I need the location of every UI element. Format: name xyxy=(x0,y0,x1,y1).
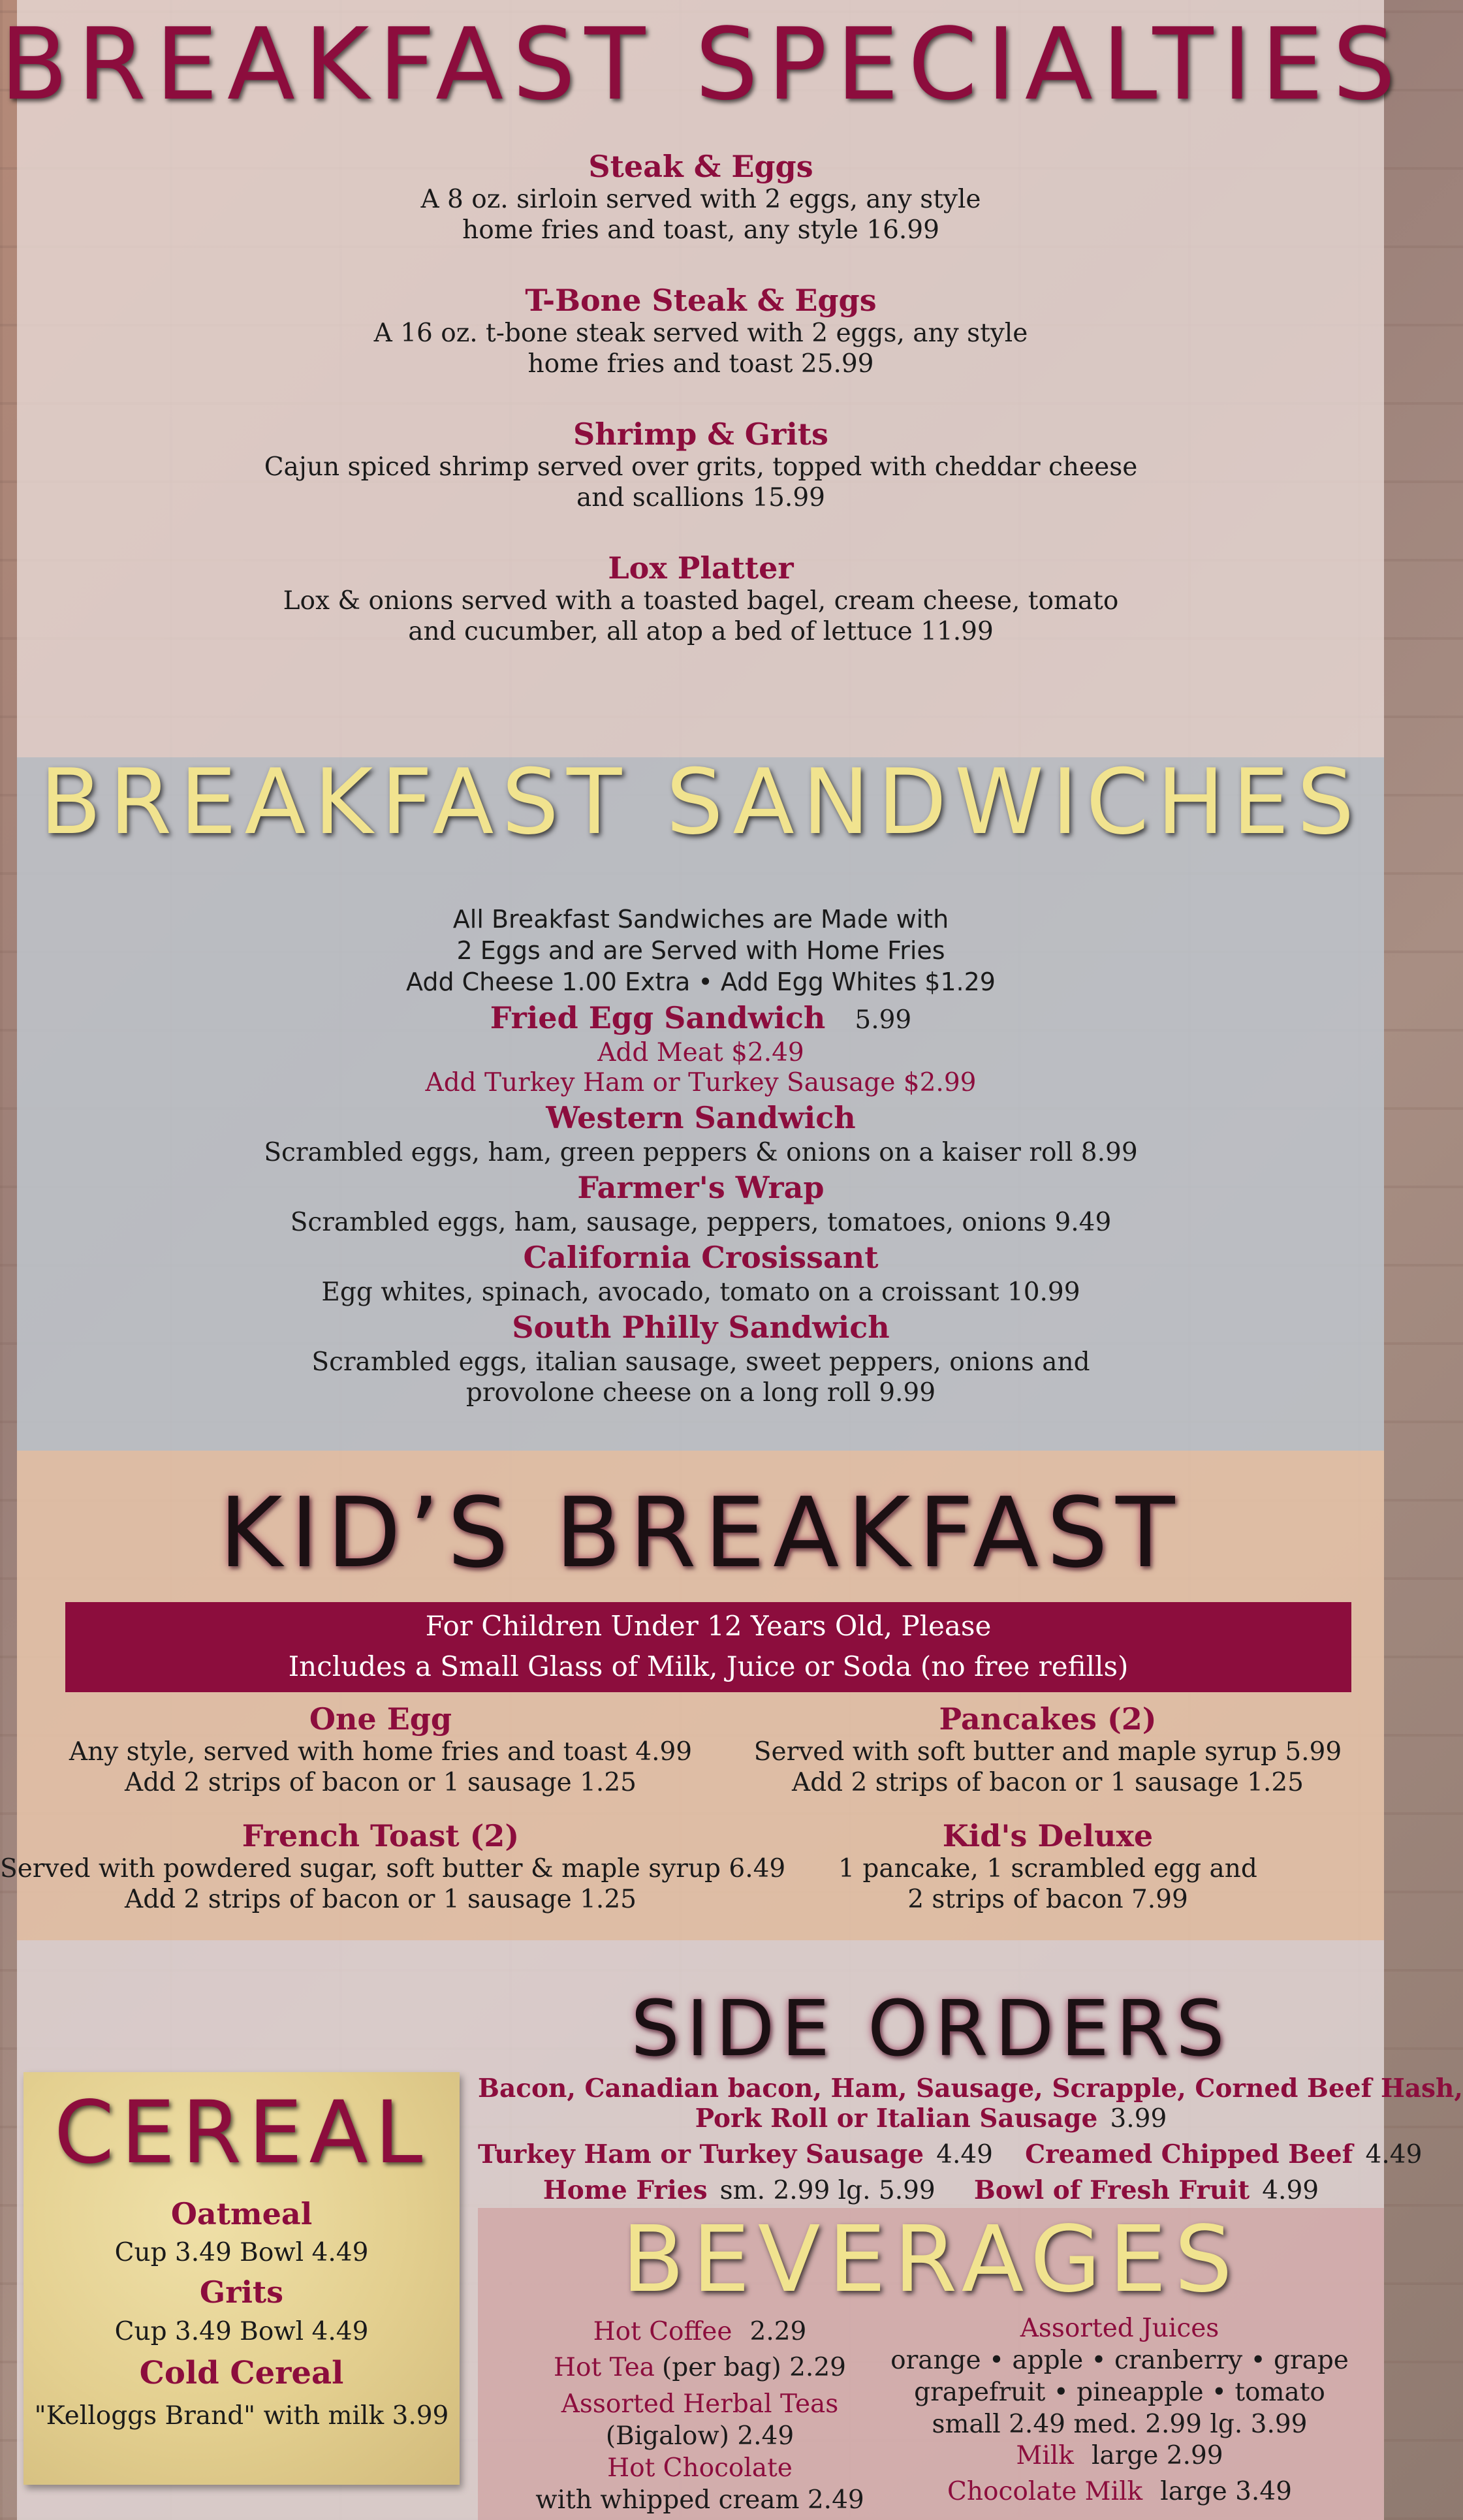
item-price: (per bag) 2.29 xyxy=(662,2353,846,2382)
item-price: 5.99 xyxy=(855,1005,912,1035)
item-title: Shrimp & Grits xyxy=(573,417,828,452)
item-desc: Lox & onions served with a toasted bagel, cream cheese, tomato xyxy=(283,586,1119,616)
item-price: 2.29 xyxy=(749,2317,807,2346)
item-price: large 2.99 xyxy=(1091,2441,1223,2470)
item-title: Western Sandwich xyxy=(546,1100,856,1135)
item-title: Kid's Deluxe xyxy=(942,1818,1154,1853)
sandwiches-intro: All Breakfast Sandwiches are Made with xyxy=(452,905,949,934)
item-price: Cup 3.49 Bowl 4.49 xyxy=(114,2238,369,2267)
item-title: Steak & Eggs xyxy=(588,149,813,184)
item-desc: Egg whites, spinach, avocado, tomato on a croissant 10.99 xyxy=(321,1278,1080,1307)
bev-row xyxy=(478,2352,922,2388)
specialty-shrimp-grits xyxy=(0,417,1402,513)
item-title: Chocolate Milk xyxy=(947,2477,1143,2506)
specialty-tbone xyxy=(0,283,1402,379)
fried-egg-line xyxy=(0,998,1402,1038)
kids-banner xyxy=(65,1602,1351,1692)
item-price: Cup 3.49 Bowl 4.49 xyxy=(114,2317,369,2346)
item-title: Home Fries xyxy=(543,2175,708,2205)
item-desc: provolone cheese on a long roll 9.99 xyxy=(465,1378,936,1408)
bev-row xyxy=(478,2316,922,2352)
item-title: Oatmeal xyxy=(170,2196,313,2231)
item-title: South Philly Sandwich xyxy=(512,1310,890,1345)
banner-line: For Children Under 12 Years Old, Please xyxy=(425,1610,992,1642)
sandwiches-heading: BREAKFAST SANDWICHES xyxy=(39,749,1362,855)
item-desc: and cucumber, all atop a bed of lettuce 11.99 xyxy=(408,617,994,646)
item-desc: Any style, served with home fries and toast 4.99 xyxy=(69,1737,693,1767)
item-desc: 2 strips of bacon 7.99 xyxy=(907,1885,1188,1914)
item-price: with whipped cream 2.49 xyxy=(535,2485,864,2515)
specialty-steak-eggs xyxy=(0,149,1402,245)
item-desc: Scrambled eggs, italian sausage, sweet peppers, onions and xyxy=(311,1347,1090,1377)
item-title: Lox Platter xyxy=(608,550,794,586)
item-desc: Add 2 strips of bacon or 1 sausage 1.25 xyxy=(125,1885,637,1914)
kids-french-toast xyxy=(0,1818,786,1915)
item-price: 4.49 xyxy=(1365,2140,1423,2169)
item-desc: home fries and toast, any style 16.99 xyxy=(462,215,939,245)
item-title: French Toast (2) xyxy=(242,1818,520,1853)
kids-deluxe xyxy=(725,1818,1371,1915)
item-title: T-Bone Steak & Eggs xyxy=(525,283,877,318)
item-desc: Add 2 strips of bacon or 1 sausage 1.25 xyxy=(792,1768,1304,1797)
item-desc: and scallions 15.99 xyxy=(576,483,825,512)
item-title: Fried Egg Sandwich xyxy=(490,1000,826,1035)
item-title: Hot Chocolate xyxy=(607,2453,793,2483)
item-title: Hot Coffee xyxy=(593,2317,732,2346)
beverages-heading: BEVERAGES xyxy=(621,2207,1240,2313)
item-desc: Scrambled eggs, ham, green peppers & onions on a kaiser roll 8.99 xyxy=(264,1138,1138,1167)
item-title: Assorted Herbal Teas xyxy=(561,2389,839,2419)
item-price: sm. 2.99 lg. 5.99 xyxy=(719,2176,936,2205)
item-desc: orange • apple • cranberry • grape xyxy=(890,2346,1349,2375)
kids-pancakes xyxy=(725,1701,1371,1798)
item-price: 3.99 xyxy=(1110,2104,1167,2134)
item-title: Cold Cereal xyxy=(139,2355,344,2391)
item-price: 4.49 xyxy=(936,2140,993,2169)
sides-list xyxy=(478,2073,1463,2211)
item-desc: grapefruit • pineapple • tomato xyxy=(914,2378,1325,2407)
sides-row xyxy=(478,2175,1384,2211)
cereal-box xyxy=(24,2072,460,2485)
item-title: Bowl of Fresh Fruit xyxy=(973,2175,1250,2205)
sides-meats: Pork Roll or Italian Sausage xyxy=(695,2103,1098,2134)
item-desc: Served with soft butter and maple syrup 5.99 xyxy=(753,1737,1342,1767)
item-desc: A 8 oz. sirloin served with 2 eggs, any style xyxy=(420,185,981,214)
beverages-cold xyxy=(868,2312,1371,2512)
bev-row xyxy=(868,2440,1371,2476)
item-desc: "Kelloggs Brand" with milk 3.99 xyxy=(34,2401,449,2431)
sides-heading: SIDE ORDERS xyxy=(631,1983,1231,2073)
cereal-list xyxy=(24,2195,460,2439)
item-desc: Served with powdered sugar, soft butter & maple syrup 6.49 xyxy=(0,1854,786,1883)
sandwiches-intro: 2 Eggs and are Served with Home Fries xyxy=(456,936,945,965)
item-title: Turkey Ham or Turkey Sausage xyxy=(478,2139,924,2169)
specialty-lox xyxy=(0,550,1402,647)
item-desc: Scrambled eggs, ham, sausage, peppers, tomatoes, onions 9.49 xyxy=(290,1208,1112,1237)
specialties-heading: BREAKFAST SPECIALTIES xyxy=(0,7,1405,122)
kids-heading: KID’S BREAKFAST xyxy=(219,1477,1183,1589)
item-addon: Add Meat $2.49 xyxy=(597,1038,804,1067)
sides-row xyxy=(478,2139,1423,2175)
item-title: Hot Tea xyxy=(554,2353,655,2382)
item-addon: Add Turkey Ham or Turkey Sausage $2.99 xyxy=(425,1068,977,1097)
item-price: large 3.49 xyxy=(1160,2477,1292,2506)
item-price: small 2.49 med. 2.99 lg. 3.99 xyxy=(932,2410,1308,2439)
bev-row xyxy=(868,2476,1371,2512)
item-price: 4.99 xyxy=(1262,2176,1319,2205)
item-title: Grits xyxy=(199,2275,284,2310)
item-desc: 1 pancake, 1 scrambled egg and xyxy=(838,1854,1257,1883)
item-desc: A 16 oz. t-bone steak served with 2 eggs, any style xyxy=(373,319,1028,348)
item-title: Farmer's Wrap xyxy=(577,1170,825,1205)
item-title: Pancakes (2) xyxy=(939,1701,1157,1737)
cereal-heading: CEREAL xyxy=(54,2083,430,2183)
item-title: California Crosissant xyxy=(523,1240,879,1275)
beverages-hot xyxy=(478,2316,922,2516)
item-desc: home fries and toast 25.99 xyxy=(527,349,874,379)
banner-line: Includes a Small Glass of Milk, Juice or Soda (no free refills) xyxy=(288,1650,1129,1682)
sides-meats: Bacon, Canadian bacon, Ham, Sausage, Scrapple, Corned Beef Hash, xyxy=(478,2073,1463,2103)
item-price: (Bigalow) 2.49 xyxy=(605,2421,794,2451)
item-title: Assorted Juices xyxy=(1020,2314,1219,2343)
item-desc: Cajun spiced shrimp served over grits, topped with cheddar cheese xyxy=(264,452,1138,482)
item-desc: Add 2 strips of bacon or 1 sausage 1.25 xyxy=(125,1768,637,1797)
sandwiches-intro: Add Cheese 1.00 Extra • Add Egg Whites $1.29 xyxy=(406,968,996,996)
item-title: Milk xyxy=(1016,2441,1074,2470)
sides-meats-line xyxy=(478,2103,1384,2139)
kids-one-egg xyxy=(0,1701,761,1798)
item-title: Creamed Chipped Beef xyxy=(1025,2139,1353,2169)
item-title: One Egg xyxy=(309,1701,452,1737)
sandwiches-list xyxy=(0,904,1402,1408)
